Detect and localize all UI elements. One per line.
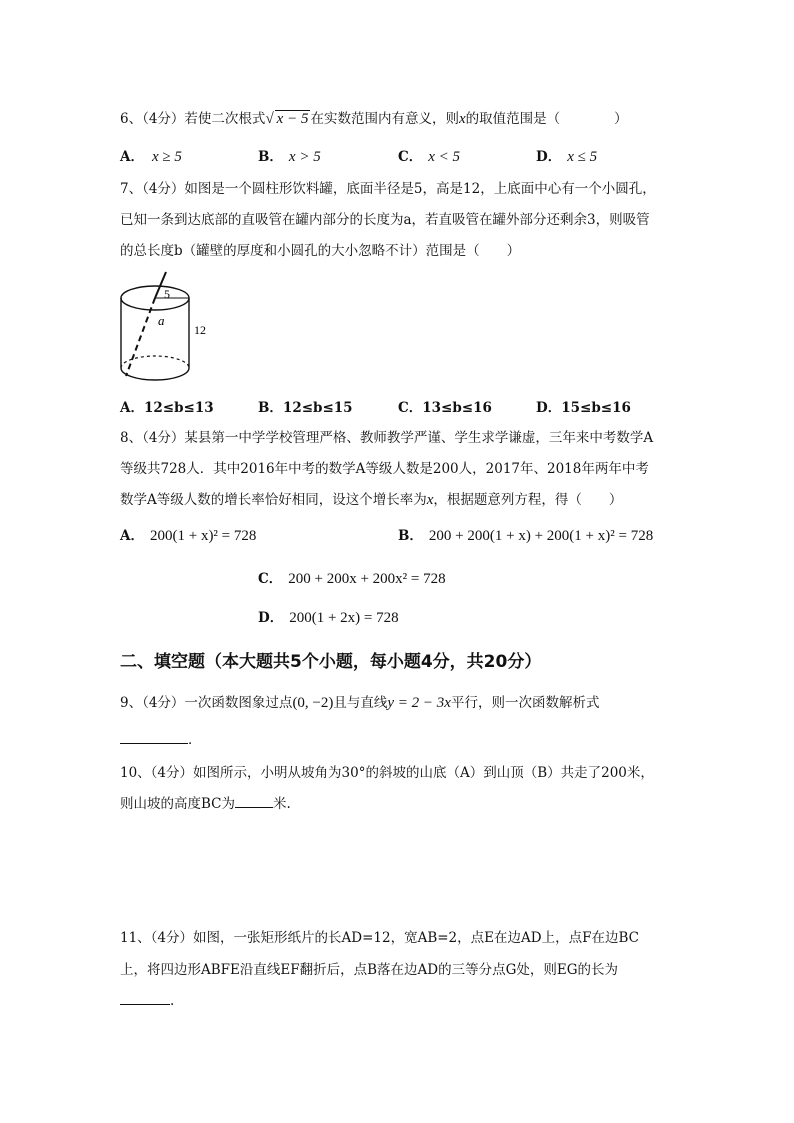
q6-radicand: x − 5 (276, 111, 309, 127)
q7-option-c: C．13≤b≤16 (398, 400, 492, 416)
q8-line-3: 数学A等级人数的增长率恰好相同，设这个增长率为x，根据题意列方程，得（ ） (120, 492, 623, 508)
q10-line-1: 10、（4分）如图所示，小明从坡角为30°的斜坡的山底（A）到山顶（B）共走了200米， (120, 765, 654, 781)
q8-option-b: B． 200 + 200(1 + x) + 200(1 + x)² = 728 (398, 528, 654, 544)
cylinder-figure (115, 270, 215, 388)
q11-answer-blank[interactable]: . (120, 990, 174, 1009)
q8-option-d: D． 200(1 + 2x) = 728 (258, 610, 399, 626)
q11-line-2: 上，将四边形ABFE沿直线EF翻折后，点B落在边AD的三等分点G处，则EG的长为 (120, 962, 619, 978)
q6-option-c: C． x < 5 (398, 149, 461, 165)
q8-option-a: A． 200(1 + x)² = 728 (120, 528, 257, 544)
q9-line-equation: y = 2 − 3x (387, 695, 451, 711)
q6-tail: 的取值范围是（ ） (465, 111, 628, 127)
q8-line-2: 等级共728人．其中2016年中考的数学A等级人数是200人，2017年、2018年两年中考 (120, 461, 649, 477)
q9-point: (0, −2) (292, 695, 334, 711)
q6-option-b: B． x > 5 (258, 149, 321, 165)
q9-answer-blank[interactable]: ． (120, 728, 202, 748)
figure-a-label: a (158, 313, 165, 328)
q6-option-a: A． x ≥ 5 (120, 149, 182, 165)
q10-line-2: 则山坡的高度BC为 米. (120, 792, 291, 812)
figure-height-label: 12 (194, 323, 206, 337)
q7-option-d: D．15≤b≤16 (536, 400, 631, 416)
q10-answer-blank[interactable] (235, 793, 273, 808)
q7-line-1: 7、（4分）如图是一个圆柱形饮料罐，底面半径是5，高是12，上底面中心有一个小圆孔， (120, 181, 656, 197)
q8-option-c: C． 200 + 200x + 200x² = 728 (258, 571, 446, 587)
q6-suffix: 在实数范围内有意义，则 (310, 111, 459, 127)
q9-stem: 9、（4分）一次函数图象过点(0, −2)且与直线y = 2 − 3x平行，则一次函数解析式 (120, 695, 600, 711)
q7-line-3: 的总长度b（罐壁的厚度和小圆孔的大小忽略不计）范围是（ ） (120, 243, 521, 259)
q7-option-b: B．12≤b≤15 (258, 400, 353, 416)
q8-line-1: 8、（4分）某县第一中学学校管理严格、教师教学严谨、学生求学谦虚，三年来中考数学A (120, 430, 654, 446)
q6-prefix: 6、（4分）若使二次根式 (120, 111, 266, 127)
figure-radius-label: 5 (164, 287, 170, 301)
q11-line-1: 11、（4分）如图，一张矩形纸片的长AD=12，宽AB=2，点E在边AD上，点F在边BC (120, 930, 639, 946)
q6-option-d: D． x ≤ 5 (536, 149, 598, 165)
q6-var: x (458, 111, 466, 127)
q6-stem: 6、（4分）若使二次根式√ x − 5 在实数范围内有意义，则x的取值范围是（ ） (120, 111, 628, 127)
q7-line-2: 已知一条到达底部的直吸管在罐内部分的长度为a，若直吸管在罐外部分还剩余3，则吸管 (120, 212, 650, 228)
section-title: 二、填空题（本大题共5个小题，每小题4分，共20分） (120, 652, 542, 672)
q7-option-a: A．12≤b≤13 (120, 400, 214, 416)
